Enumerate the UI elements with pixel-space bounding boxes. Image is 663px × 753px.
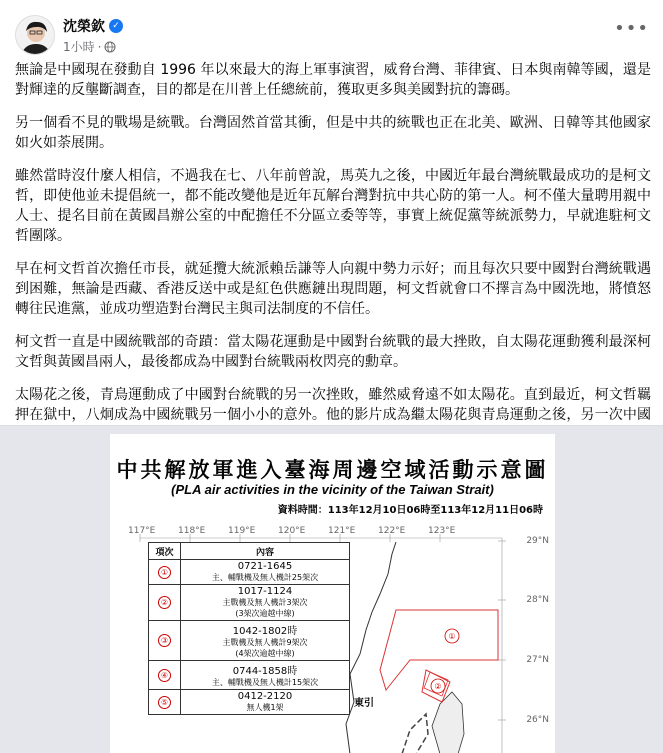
latitude-label: 27°N — [526, 655, 549, 665]
profile-photo — [16, 16, 55, 55]
row-desc: 主、輔戰機及無人機計15架次 — [211, 678, 319, 687]
zone-1-label: ① — [448, 632, 456, 641]
table-header: 項次 — [149, 543, 181, 560]
verified-badge-icon: ✓ — [109, 19, 123, 33]
longitude-label: 121°E — [328, 526, 356, 536]
table-cell — [181, 585, 350, 621]
more-options-icon[interactable]: ••• — [614, 18, 649, 39]
row-time: 0412-2120 — [237, 691, 293, 702]
longitude-label: 118°E — [178, 526, 206, 536]
post-image[interactable] — [0, 425, 663, 753]
row-time: 1017-1124 — [237, 586, 293, 597]
longitude-label: 122°E — [378, 526, 406, 536]
longitude-label: 117°E — [128, 526, 156, 536]
taiwan-island — [432, 692, 464, 753]
table-cell — [149, 690, 181, 715]
table-header: 內容 — [181, 543, 350, 560]
table-cell — [149, 585, 181, 621]
post-header — [0, 0, 663, 64]
zone-2-label: ② — [434, 682, 442, 691]
author-name[interactable] — [63, 16, 123, 36]
avatar[interactable] — [15, 15, 55, 55]
row-number: ⑤ — [158, 696, 171, 709]
row-desc: 無人機1架 — [246, 703, 284, 712]
map-time-range: 資料時間：113年12月10日06時至113年12月11日06時 — [277, 505, 543, 516]
table-row — [149, 585, 350, 621]
table-cell — [181, 621, 350, 661]
public-globe-icon — [104, 41, 116, 53]
author-name-text[interactable]: 沈榮欽 — [63, 19, 105, 35]
table-row — [149, 621, 350, 661]
table-cell — [181, 690, 350, 715]
row-time: 0721-1645 — [237, 561, 293, 572]
row-time: 1042-1802時 — [232, 626, 298, 637]
map-subtitle: (PLA air activities in the vicinity of the Taiwan Strait) — [171, 482, 494, 497]
row-number: ① — [158, 566, 171, 579]
paragraph-1: 無論是中國現在發動自 1996 年以來最大的海上軍事演習，威脅台灣、菲律賓、日本與南韓等國，還是對輝達的反壟斷調查，目的都是在川普上任總統前，獲取更多與美國對抗的籌碼。 — [15, 62, 651, 98]
latitude-label: 29°N — [526, 536, 549, 546]
row-time: 0744-1858時 — [232, 666, 298, 677]
paragraph-5: 柯文哲一直是中國統戰部的奇蹟：當太陽花運動是中國對台統戰的最大挫敗，自太陽花運動獲利最深柯文哲與黃國昌兩人，最後都成為中國對台統戰兩枚閃亮的勳章。 — [15, 334, 651, 370]
row-desc: 主戰機及無人機計9架次 — [222, 638, 308, 647]
post-meta — [63, 38, 116, 55]
median-line-area — [402, 714, 428, 753]
dongyin-label: 東引 — [354, 698, 374, 709]
table-row — [149, 560, 350, 585]
paragraph-2: 另一個看不見的戰場是統戰。台灣固然首當其衝，但是中共的統戰也正在北美、歐洲、日韓等其他國家如火如荼展開。 — [15, 115, 651, 151]
map-title: 中共解放軍進入臺海周邊空域活動示意圖 — [116, 457, 549, 482]
table-row — [149, 690, 350, 715]
row-number: ③ — [158, 634, 171, 647]
table-cell — [181, 661, 350, 690]
row-desc-2: (3架次逾越中線) — [235, 609, 295, 618]
post-timestamp[interactable]: 1小時 — [63, 40, 95, 54]
paragraph-3: 雖然當時沒什麼人相信，不過我在七、八年前曾說，馬英九之後，中國近年最台灣統戰最成功的是柯文哲，即使他並未提倡統一，都不能改變他是近年瓦解台灣對抗中共心防的第一人。柯不僅大量聘用親中人士、提名目前在黃國昌辦公室的中配擔任不分區立委等等，事實上統促黨等統派勢力，早就進駐柯文哲團隊。 — [15, 168, 651, 244]
row-desc-2: (4架次逾越中線) — [235, 649, 295, 658]
activity-zone-1 — [380, 610, 498, 690]
table-row — [149, 661, 350, 690]
meta-separator: · — [97, 39, 102, 54]
table-cell — [181, 560, 350, 585]
table-cell — [149, 560, 181, 585]
table-cell — [149, 621, 181, 661]
post-body — [15, 60, 651, 478]
paragraph-4: 早在柯文哲首次擔任市長，就延攬大統派賴岳謙等人向親中勢力示好；而且每次只要中國對台灣統戰遇到困難，無論是西藏、香港反送中或是紅色供應鏈出現問題，柯文哲就會口不擇言為中國洗地，將憤怒轉往民進黨，並成功塑造對台灣民主與司法制度的不信任。 — [15, 261, 651, 317]
paragraph-6: 太陽花之後，青鳥運動成了中國對台統戰的另一次挫敗，雖然威脅遠不如太陽花。直到最近，柯文哲羈押在獄中，八炯成為中國統戰另一個小小的意外。他的影片成為繼太陽花與青鳥運動之後，另一次中國 — [15, 387, 651, 423]
row-desc: 主戰機及無人機計3架次 — [222, 598, 308, 607]
row-number: ④ — [158, 669, 171, 682]
china-coastline — [346, 542, 396, 753]
table-cell — [149, 661, 181, 690]
row-desc: 主、輔戰機及無人機計25架次 — [211, 573, 319, 582]
longitude-label: 123°E — [428, 526, 456, 536]
row-number: ② — [158, 596, 171, 609]
latitude-label: 28°N — [526, 595, 549, 605]
latitude-label: 26°N — [526, 715, 549, 725]
longitude-label: 120°E — [278, 526, 306, 536]
table-header-row — [149, 543, 350, 560]
pla-activity-map — [110, 434, 555, 753]
longitude-label: 119°E — [228, 526, 256, 536]
activity-table — [148, 542, 350, 715]
